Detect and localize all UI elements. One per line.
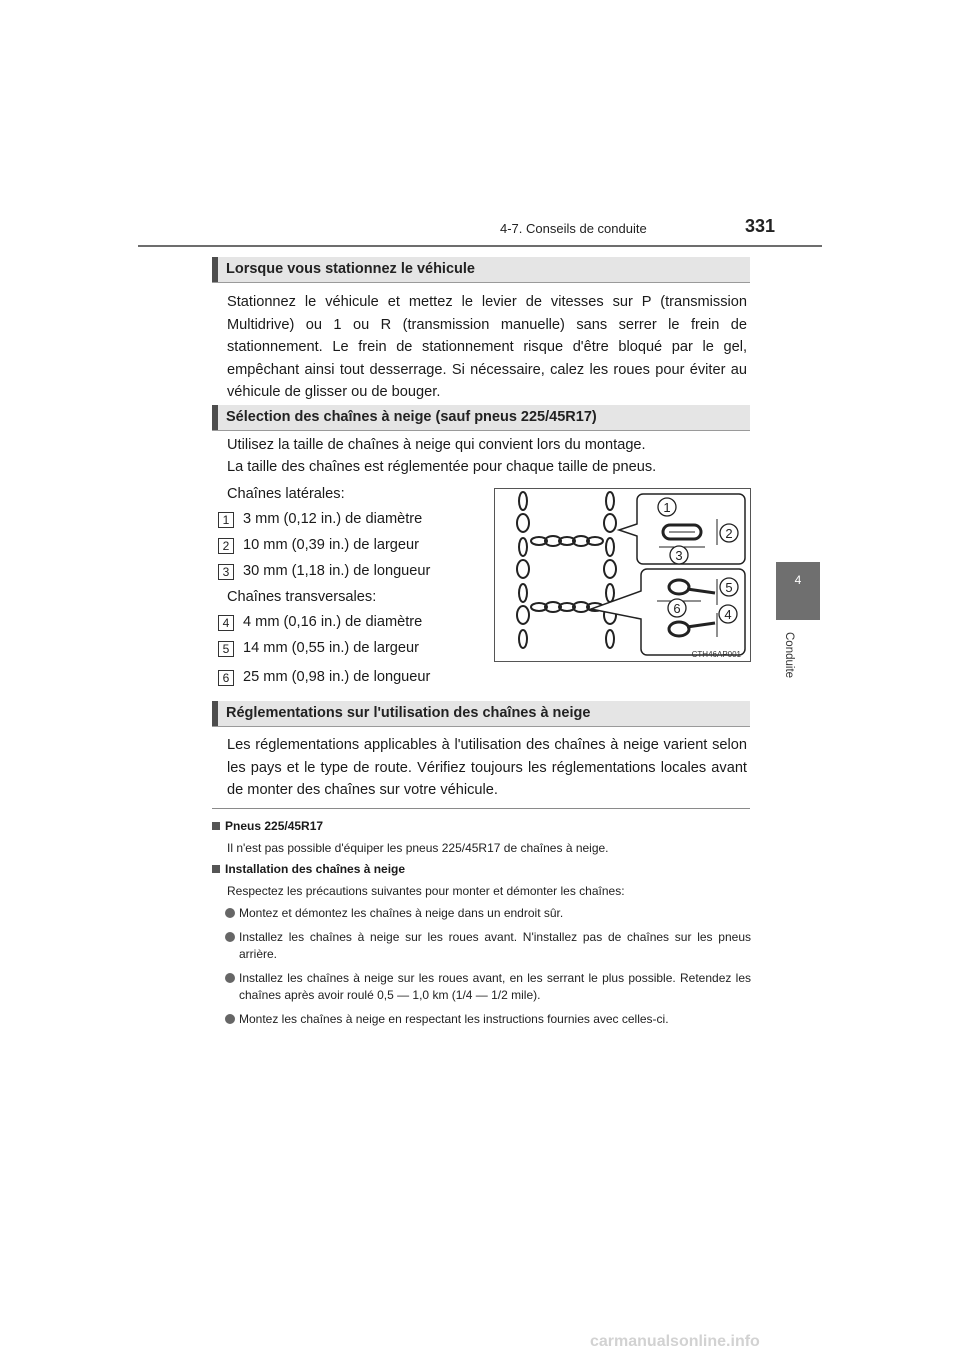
note-text-tires: Il n'est pas possible d'équiper les pneus 225/45R17 de chaînes à neige. [227, 841, 609, 855]
round-bullet-icon [225, 973, 235, 983]
watermark: carmanualsonline.info [590, 1333, 760, 1350]
item-number-2: 2 [218, 538, 234, 554]
snow-chain-drawing [495, 489, 750, 661]
callout-label-5: 5 [725, 580, 733, 595]
round-bullet-icon [225, 1014, 235, 1024]
item-number-4: 4 [218, 615, 234, 631]
selection-line-1: Utilisez la taille de chaînes à neige qui convient lors du montage. [227, 437, 646, 453]
snow-chain-illustration [494, 488, 751, 662]
item-number-6: 6 [218, 670, 234, 686]
note-heading-installation: Installation des chaînes à neige [212, 862, 405, 876]
callout-label-3: 3 [675, 548, 683, 563]
parking-paragraph: Stationnez le véhicule et mettez le levier de vitesses sur P (transmission Multidrive) ou 1 ou R (transmission manuelle) sans serrer le frein de stationnement. Le frein de stationnement risque d'être bloqué par le gel, empêchant ainsi tout desserrage. Si nécessaire, calez les roues pour éviter au véhicule de glisser ou de bouger. [227, 294, 747, 400]
section-heading-parking: Lorsque vous stationnez le véhicule [212, 257, 750, 283]
callout-label-2: 2 [725, 526, 733, 541]
header-divider [138, 245, 822, 247]
chapter-tab [776, 562, 820, 620]
chapter-tab-number: 4 [794, 573, 802, 587]
cross-chains-label: Chaînes transversales: [227, 589, 377, 605]
note-text-installation-intro: Respectez les précautions suivantes pour monter et démonter les chaînes: [227, 884, 625, 898]
round-bullet-icon [225, 908, 235, 918]
notes-divider [212, 808, 750, 809]
bullet-item: Montez les chaînes à neige en respectant les instructions fournies avec celles-ci. [225, 1011, 751, 1028]
item-number-1: 1 [218, 512, 234, 528]
header-section-title: 4-7. Conseils de conduite [500, 221, 647, 236]
figure-code: CTH46AP001 [691, 650, 741, 659]
square-bullet-icon [212, 865, 220, 873]
item-text-3: 30 mm (1,18 in.) de longueur [243, 563, 431, 579]
chapter-tab-label: Conduite [783, 632, 795, 679]
bullet-item: Installez les chaînes à neige sur les roues avant, en les serrant le plus possible. Retendez les chaînes après avoir roulé 0,5 — 1,0 km (1/4 — 1/2 mile). [225, 970, 751, 1004]
selection-line-2: La taille des chaînes est réglementée pour chaque taille de pneus. [227, 459, 657, 475]
item-number-3: 3 [218, 564, 234, 580]
item-text-6: 25 mm (0,98 in.) de longueur [243, 669, 431, 685]
page-number: 331 [745, 216, 776, 236]
square-bullet-icon [212, 822, 220, 830]
item-text-4: 4 mm (0,16 in.) de diamètre [243, 614, 423, 630]
regulations-paragraph: Les réglementations applicables à l'utilisation des chaînes à neige varient selon les pays et le type de route. Vérifiez toujours les réglementations locales avant de monter des chaînes sur votre véhicule. [227, 737, 747, 798]
item-number-5: 5 [218, 641, 234, 657]
callout-label-6: 6 [673, 601, 681, 616]
section-heading-selection: Sélection des chaînes à neige (sauf pneus 225/45R17) [212, 405, 750, 431]
bullet-item: Installez les chaînes à neige sur les roues avant. N'installez pas de chaînes sur les pneus arrière. [225, 929, 751, 963]
callout-label-4: 4 [724, 607, 732, 622]
side-chains-label: Chaînes latérales: [227, 486, 345, 502]
callout-label-1: 1 [663, 500, 671, 515]
note-heading-tires: Pneus 225/45R17 [212, 819, 323, 833]
item-text-1: 3 mm (0,12 in.) de diamètre [243, 511, 423, 527]
round-bullet-icon [225, 932, 235, 942]
item-text-2: 10 mm (0,39 in.) de largeur [243, 537, 420, 553]
section-heading-regulations: Réglementations sur l'utilisation des chaînes à neige [212, 701, 750, 727]
bullet-item: Montez et démontez les chaînes à neige dans un endroit sûr. [225, 905, 751, 922]
item-text-5: 14 mm (0,55 in.) de largeur [243, 640, 420, 656]
